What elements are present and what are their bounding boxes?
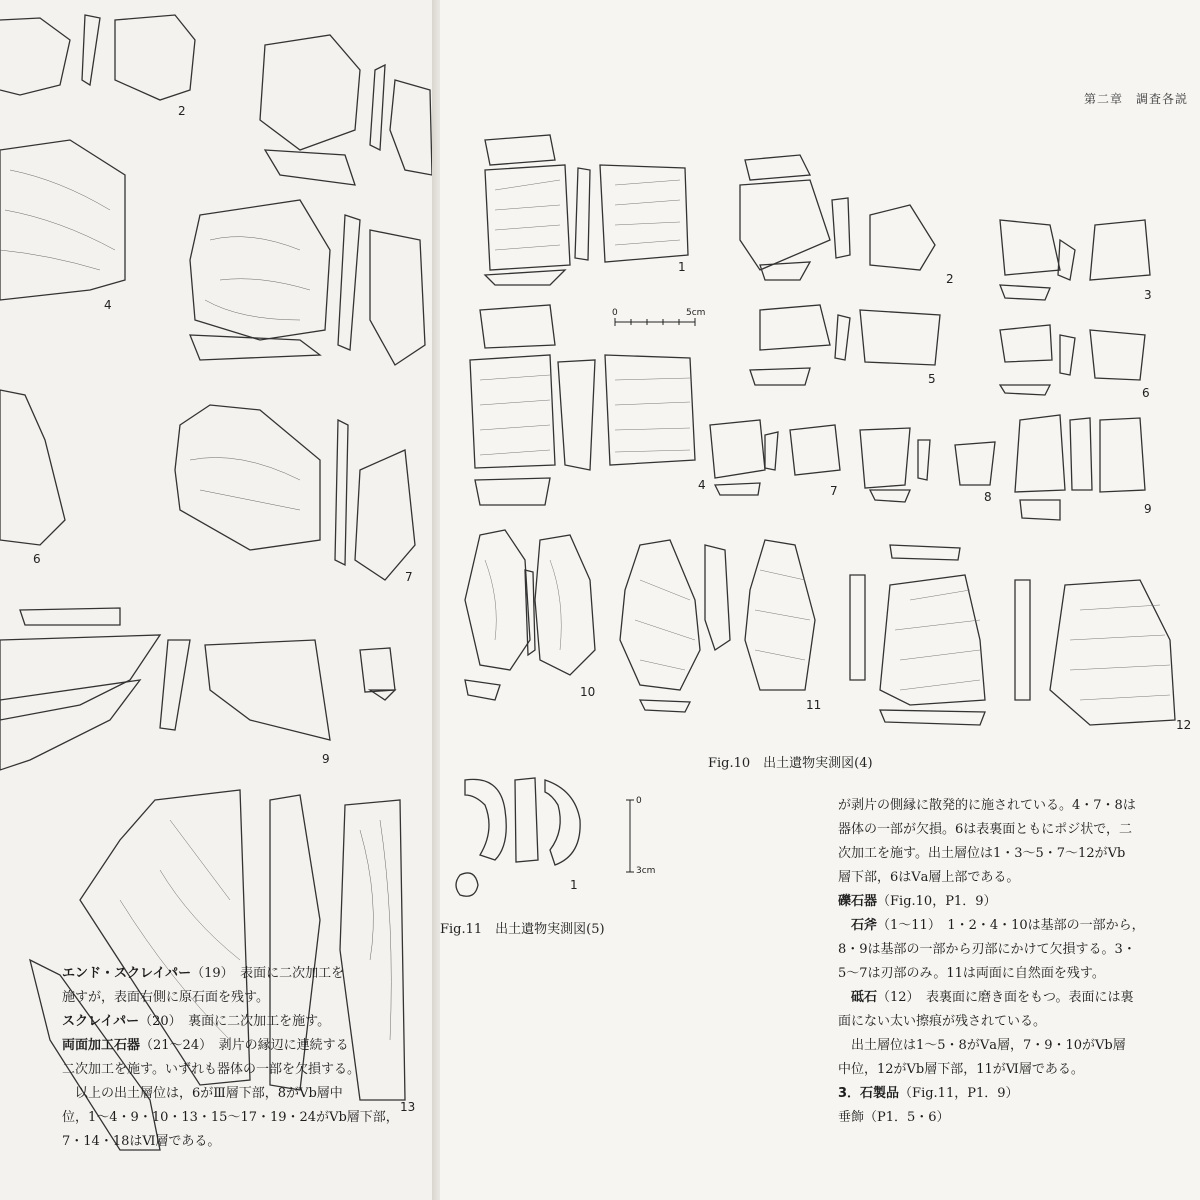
figure-number: 7 <box>405 570 413 584</box>
figure-number: 6 <box>1142 386 1150 400</box>
text-line: 5〜7は刃部のみ。11は両面に自然面を残す。 <box>838 966 1105 981</box>
text-line: 二次加工を施す。いずれも器体の一部を欠損する。 <box>62 1062 360 1077</box>
text-line: 層下部，6はⅤa層上部である。 <box>838 870 1020 885</box>
text-line: 位，1〜4・9・10・13・15〜17・19・24がⅤb層下部， <box>62 1110 399 1125</box>
text-line: 中位，12がⅤb層下部，11がⅥ層である。 <box>838 1062 1084 1077</box>
scale-start: 0 <box>612 308 618 318</box>
figure-number: 12 <box>1176 718 1192 732</box>
text-line: 7・14・18はⅥ層である。 <box>62 1134 221 1149</box>
figure-number: 1 <box>678 260 686 274</box>
figure-number: 8 <box>984 490 992 504</box>
figure-number: 4 <box>104 298 112 312</box>
text-line: 器体の一部が欠損。6は表裏面ともにポジ状で，二 <box>838 822 1133 837</box>
text-line: スクレイパー（20） 裏面に二次加工を施す。 <box>62 1014 331 1029</box>
text-line: 面にない太い擦痕が残されている。 <box>838 1014 1047 1029</box>
figure-number: 5 <box>928 372 936 386</box>
figure-number: 6 <box>33 552 41 566</box>
text-line: 砥石（12） 表裏面に磨き面をもつ。表面には裏 <box>838 990 1134 1005</box>
figure-number: 2 <box>946 272 954 286</box>
scale-end: 5cm <box>686 308 706 318</box>
fig11-scale-bottom: 3cm <box>636 866 656 876</box>
figure-number: 13 <box>400 1100 416 1114</box>
fig10-caption: Fig.10 出土遺物実測図(4) <box>708 756 873 771</box>
text-line: 垂飾（P1．5・6） <box>838 1110 950 1125</box>
text-line: 8・9は基部の一部から刃部にかけて欠損する。3・ <box>838 942 1136 957</box>
text-line: 以上の出土層位は，6がⅢ層下部，8がⅤb層中 <box>62 1086 343 1101</box>
left-page <box>0 0 440 1200</box>
figure-number: 9 <box>322 752 330 766</box>
figure-number: 3 <box>1144 288 1152 302</box>
right-page <box>440 0 1200 1200</box>
figure-number: 2 <box>178 104 186 118</box>
text-line: が剥片の側縁に散発的に施されている。4・7・8は <box>838 798 1136 813</box>
text-line: 次加工を施す。出土層位は1・3〜5・7〜12がⅤb <box>838 846 1126 861</box>
text-line: 施すが，表面右側に原石面を残す。 <box>62 990 269 1005</box>
figure-number: 11 <box>806 698 822 712</box>
fig11-caption: Fig.11 出土遺物実測図(5) <box>440 922 605 937</box>
text-line: 出土層位は1〜5・8がⅤa層，7・9・10がⅤb層 <box>838 1038 1126 1053</box>
text-line: 礫石器（Fig.10，P1．9） <box>838 894 997 909</box>
text-line: 石斧（1〜11） 1・2・4・10は基部の一部から， <box>838 918 1145 933</box>
left-body-text <box>62 962 399 1154</box>
text-line: エンド・スクレイパー（19） 表面に二次加工を <box>62 966 345 981</box>
figure-number: 7 <box>830 484 838 498</box>
figure-number: 10 <box>580 685 596 699</box>
running-head: 第二章 調査各説 <box>1083 92 1188 106</box>
figure-number: 4 <box>698 478 706 492</box>
text-line: 両面加工石器（21〜24） 剥片の縁辺に連続する <box>62 1038 349 1053</box>
fig11-number: 1 <box>570 878 578 892</box>
figure-number: 9 <box>1144 502 1152 516</box>
fig11-scale-top: 0 <box>636 796 642 806</box>
text-line: 3．石製品（Fig.11，P1．9） <box>838 1086 1019 1101</box>
right-body-text <box>838 794 1145 1130</box>
